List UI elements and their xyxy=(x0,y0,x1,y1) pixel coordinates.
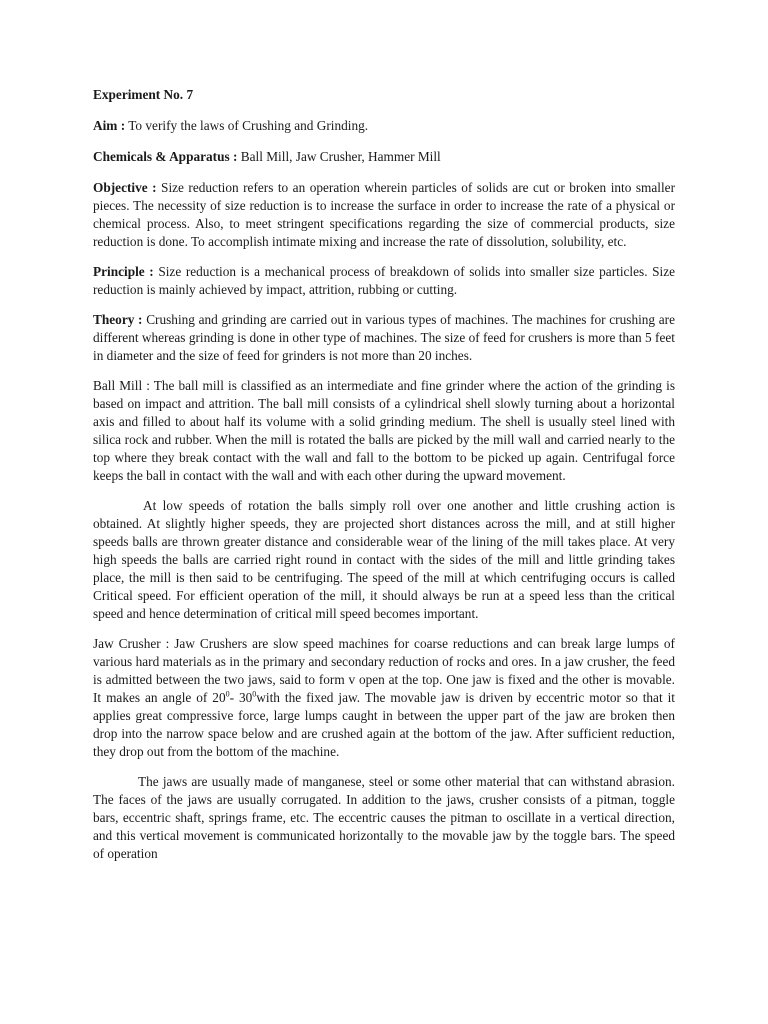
ball-mill-paragraph: Ball Mill : The ball mill is classified as an intermediate and fine grinder where the action of the grinding is based on impact and attrition. The ball mill consists of a cylindrical shell slowly turning about a horizontal axis and filled to about half its volume with a solid grinding medium. The shell is usually steel lined with silica rock and rubber. When the mill is rotated the balls are picked by the mill wall and carried nearly to the top where they break contact with the wall and fall to the bottom to be picked up again. Centrifugal force keeps the ball in contact with the wall and with each other during the upward movement. xyxy=(93,378,675,483)
objective-paragraph xyxy=(93,179,675,251)
objective-label: Objective : xyxy=(93,180,157,195)
ball-mill-speeds-paragraph: At low speeds of rotation the balls simply roll over one another and little crushing action is obtained. At slightly higher speeds, they are projected short distances across the mill, and at still higher speeds balls are thrown greater distance and considerable wear of the lining of the mill takes place. At very high speeds the balls are carried right round in contact with the sides of the mill and little grinding takes place, the mill is then said to be centrifuging. The speed of the mill at which centrifuging occurs is called Critical speed. For efficient operation of the mill, it should always be run at a speed less than the critical speed and hence determination of critical mill speed becomes important. xyxy=(93,498,675,621)
aim-label: Aim : xyxy=(93,118,126,133)
theory-paragraph xyxy=(93,311,675,365)
experiment-label: Experiment No. xyxy=(93,87,184,102)
document-page xyxy=(93,86,675,863)
aim-text: To verify the laws of Crushing and Grinding. xyxy=(128,118,369,133)
degree-sup-1: 0 xyxy=(225,689,230,699)
jaw-crusher-angle-middle: - 30 xyxy=(229,690,253,705)
chemicals-line xyxy=(93,148,675,166)
aim-line xyxy=(93,117,675,135)
experiment-number: 7 xyxy=(186,87,194,102)
principle-label: Principle : xyxy=(93,264,154,279)
jaw-crusher-text-end: with the fixed jaw. The movable jaw is driven by eccentric motor so that it applies great compressive force, large lumps caught in between the upper part of the jaw are broken then drop into the narrow space below and are crushed again at the bottom of the jaw. After sufficient reduction, they drop out from the bottom of the machine. xyxy=(93,690,675,759)
jaw-crusher-text-start: Jaw Crusher : Jaw Crushers are slow speed machines for coarse reductions and can break large lumps of various hard materials as in the primary and secondary reduction of rocks and ores. In a jaw crusher, the feed is admitted between the two jaws, said to form v open at the top. One jaw is fixed and the other is movable. It makes an angle of 20 xyxy=(93,636,675,705)
degree-sup-2: 0 xyxy=(252,689,257,699)
principle-text: Size reduction is a mechanical process of breakdown of solids into smaller size particles. Size reduction is mainly achieved by impact, attrition, rubbing or cutting. xyxy=(93,264,676,297)
chemicals-label: Chemicals & Apparatus : xyxy=(93,149,238,164)
theory-label: Theory : xyxy=(93,312,143,327)
objective-text: Size reduction refers to an operation wherein particles of solids are cut or broken into smaller pieces. The necessity of size reduction is to increase the surface in order to increase the rate of a physical or chemical process. Also, to meet stringent specifications regarding the size of commercial products, size reduction is done. To accomplish intimate mixing and increase the rate of dissolution, solubility, etc. xyxy=(93,180,675,249)
jaws-paragraph: The jaws are usually made of manganese, steel or some other material that can withstand abrasion. The faces of the jaws are usually corrugated. In addition to the jaws, crusher consists of a pitman, toggle bars, eccentric shaft, springs frame, etc. The eccentric causes the pitman to oscillate in a vertical direction, and this vertical movement is communicated horizontally to the movable jaw by the toggle bars. The speed of operation xyxy=(93,774,675,861)
theory-text: Crushing and grinding are carried out in various types of machines. The machines for crushing are different whereas grinding is done in other type of machines. The size of feed for crushers is more than 5 feet in diameter and the size of feed for grinders is not more than 20 inches. xyxy=(93,312,675,363)
experiment-heading xyxy=(93,86,675,104)
principle-paragraph xyxy=(93,263,675,299)
jaw-crusher-paragraph xyxy=(93,635,675,761)
chemicals-text: Ball Mill, Jaw Crusher, Hammer Mill xyxy=(240,149,441,164)
